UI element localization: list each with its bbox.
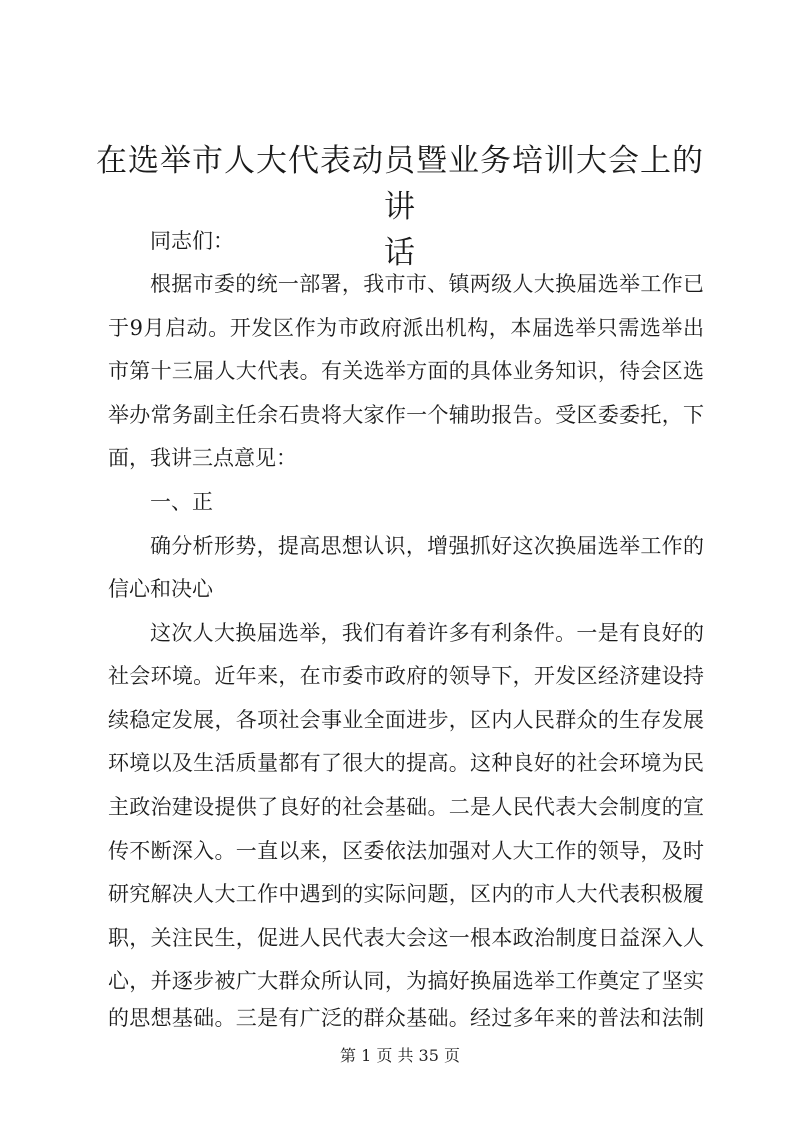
paragraph-line: 传不断深入。一直以来，区委依法加强对人大工作的领导，及时 <box>108 839 704 863</box>
paragraph-line: 面，我讲三点意见： <box>108 446 297 470</box>
title-line-2: 话 <box>384 235 416 271</box>
section-heading-continued: 确分析形势，提高思想认识，增强抓好这次换届选举工作的 <box>150 534 704 558</box>
paragraph-line: 心，并逐步被广大群众所认同，为搞好换届选举工作奠定了坚实 <box>108 969 704 993</box>
paragraph-line: 主政治建设提供了良好的社会基础。二是人民代表大会制度的宣 <box>108 795 704 819</box>
paragraph-line: 社会环境。近年来，在市委市政府的领导下，开发区经济建设持 <box>108 664 704 688</box>
title-line-1: 在选举市人大代表动员暨业务培训大会上的讲 <box>96 143 704 225</box>
paragraph-line: 市第十三届人大代表。有关选举方面的具体业务知识，待会区选 <box>108 359 704 383</box>
paragraph-line: 续稳定发展，各项社会事业全面进步，区内人民群众的生存发展 <box>108 708 704 732</box>
salutation: 同志们： <box>150 229 234 253</box>
paragraph-line: 环境以及生活质量都有了很大的提高。这种良好的社会环境为民 <box>108 751 704 775</box>
paragraph-line: 的思想基础。三是有广泛的群众基础。经过多年来的普法和法制 <box>108 1006 704 1030</box>
paragraph-line: 这次人大换届选举，我们有着许多有利条件。一是有良好的 <box>150 621 704 645</box>
paragraph-line: 举办常务副主任余石贵将大家作一个辅助报告。受区委委托，下 <box>108 403 704 427</box>
paragraph-line: 根据市委的统一部署，我市市、镇两级人大换届选举工作已 <box>150 272 704 296</box>
paragraph-line: 职，关注民生，促进人民代表大会这一根本政治制度日益深入人 <box>108 926 704 950</box>
section-heading-end: 信心和决心 <box>108 577 213 601</box>
page-footer: 第 1 页 共 35 页 <box>340 1046 460 1065</box>
section-heading: 一、正 <box>150 490 213 514</box>
paragraph-line: 于9月启动。开发区作为市政府派出机构，本届选举只需选举出 <box>108 316 704 340</box>
paragraph-line: 研究解决人大工作中遇到的实际问题，区内的市人大代表积极履 <box>108 882 704 906</box>
